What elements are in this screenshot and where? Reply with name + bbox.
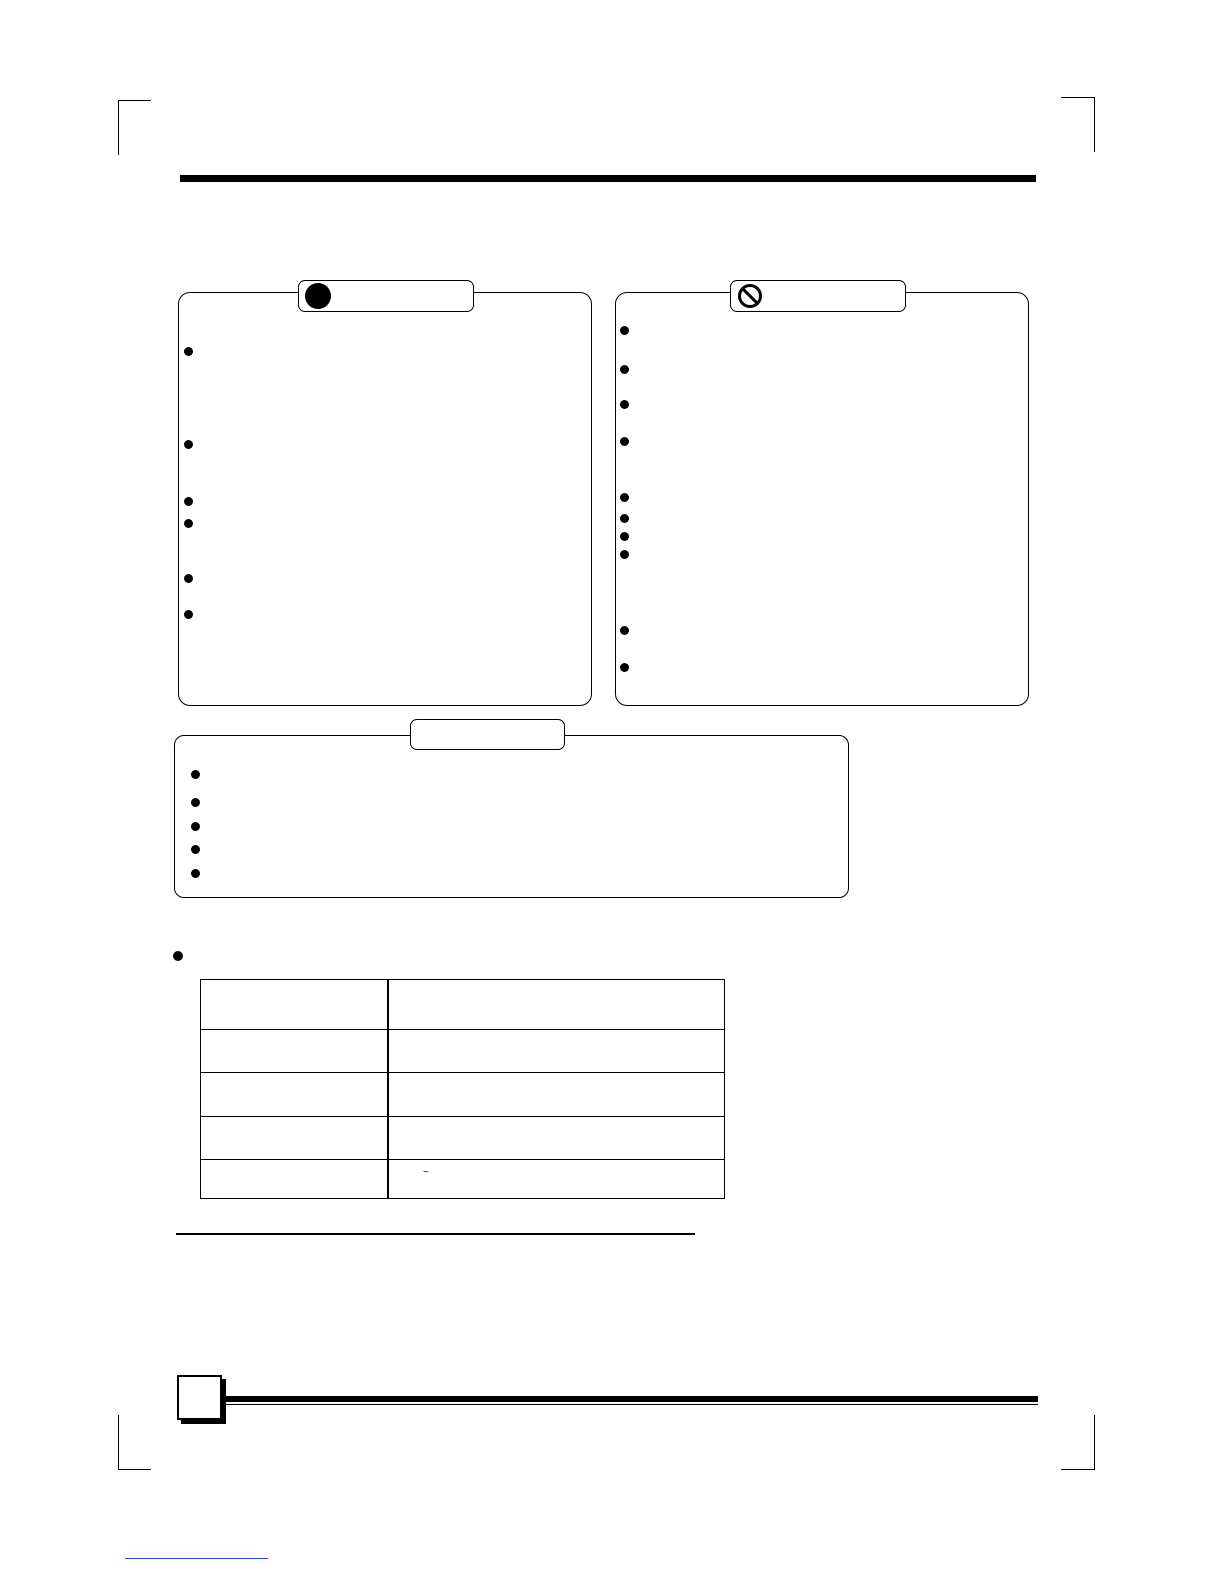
bottom-bullet-2 [191, 798, 200, 807]
left-bullet-2 [184, 440, 193, 449]
footer-rule [222, 1396, 1038, 1402]
bottom-bullet-4 [191, 845, 200, 854]
spec-row-5-value: ~ [423, 1167, 429, 1178]
bottom-notice-box-tab [410, 719, 565, 750]
left-bullet-5 [184, 574, 193, 583]
table-row [201, 1159, 724, 1200]
right-bullet-1 [620, 326, 629, 335]
table-row [201, 1029, 724, 1073]
left-bullet-3 [184, 497, 193, 506]
page-number-box [177, 1375, 222, 1420]
bottom-link-underline[interactable] [125, 1558, 268, 1559]
right-bullet-7 [620, 532, 629, 541]
right-notice-box [615, 292, 1029, 706]
header-rule [180, 175, 1036, 182]
prohibition-icon [737, 283, 763, 309]
left-bullet-4 [184, 519, 193, 528]
footnote-rule [176, 1233, 695, 1235]
right-bullet-5 [620, 493, 629, 502]
spec-heading-bullet [173, 951, 183, 961]
bottom-bullet-1 [191, 770, 200, 779]
right-bullet-4 [620, 437, 629, 446]
right-bullet-10 [620, 663, 629, 672]
table-row [201, 1072, 724, 1117]
bottom-notice-box [174, 735, 849, 898]
table-row [201, 1116, 724, 1160]
left-bullet-6 [184, 610, 193, 619]
right-bullet-9 [620, 626, 629, 635]
left-notice-box-tab [298, 280, 474, 312]
bottom-bullet-5 [191, 869, 200, 878]
right-bullet-2 [620, 365, 629, 374]
right-bullet-3 [620, 400, 629, 409]
left-bullet-1 [184, 347, 193, 356]
filled-circle-icon [305, 283, 331, 309]
bottom-bullet-3 [191, 822, 200, 831]
right-notice-box-tab [730, 280, 906, 312]
spec-table [200, 979, 725, 1199]
right-bullet-6 [620, 514, 629, 523]
right-bullet-8 [620, 550, 629, 559]
left-notice-box [178, 292, 592, 706]
footer-rule-thin [222, 1404, 1038, 1405]
